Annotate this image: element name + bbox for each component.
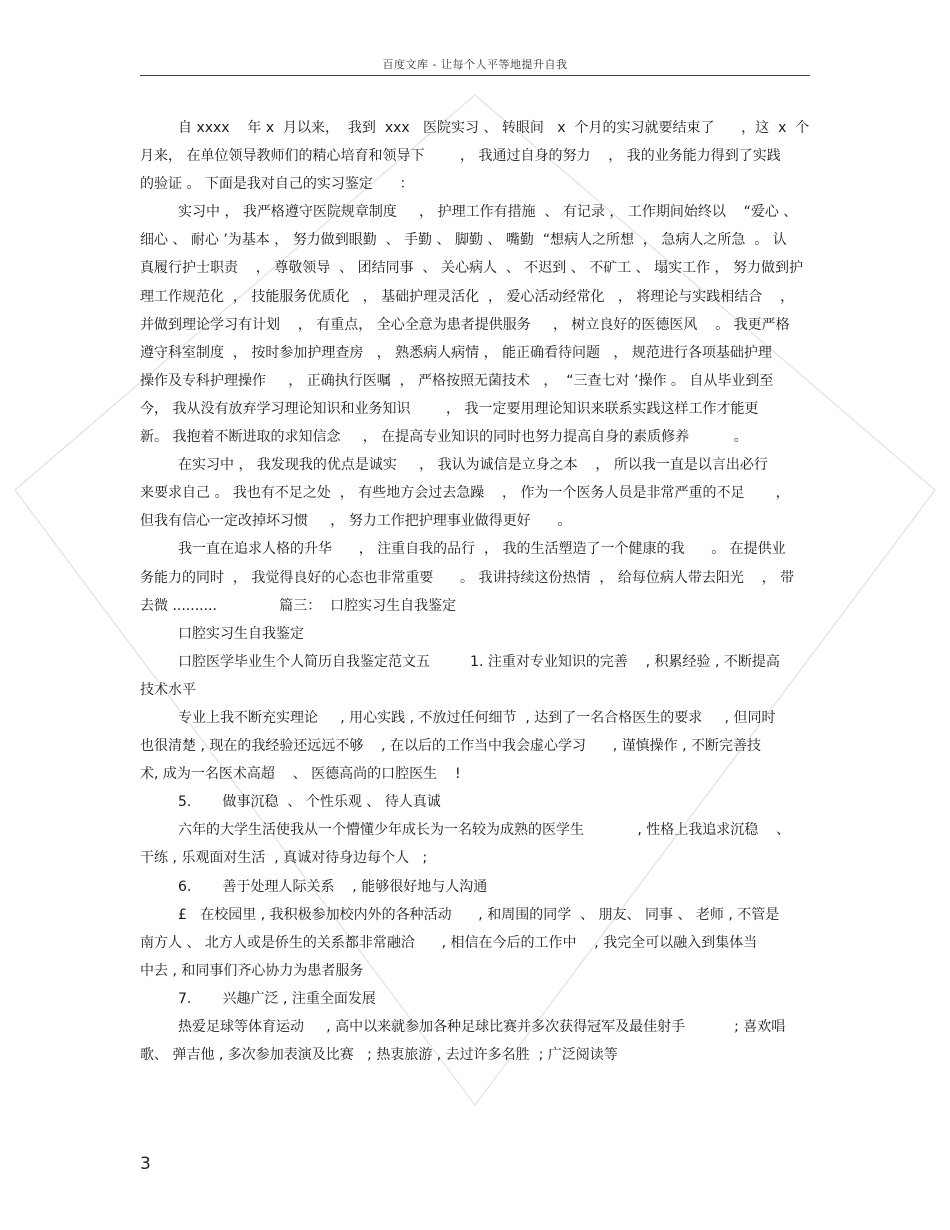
text-line: 在实习中 ， 我发现我的优点是诚实 ， 我认为诚信是立身之本 ， 所以我一直是以言出必行 [178,457,768,474]
text-line: 南方人 、 北方人或是侨生的关系都非常融洽 , 相信在今后的工作中 , 我完全可以融入到集体当 [140,934,758,951]
text-line: 的验证 。 下面是我对自己的实习鉴定 ： [140,176,414,193]
text-line: £ 在校园里 , 我积极参加校内外的各种活动 , 和周围的同学 、 朋友、 同事 、 老师 , 不管是 [178,906,780,923]
text-line: 专业上我不断充实理论 , 用心实践 , 不放过任何细节 , 达到了一名合格医生的要求 , 但同时 [178,709,776,726]
header-divider [140,75,810,76]
text-line: 细心 、 耐心 ’为基本 ， 努力做到眼勤 、 手勤 、 脚勤 、 嘴勤 “想病人之所想 ， 急病人之所急 。 认 [140,232,787,249]
text-line: 去微 .......... 篇三： 口腔实习生自我鉴定 [140,597,457,614]
text-line: 中去 , 和同事们齐心协力为患者服务 [140,962,364,979]
page-number: 3 [140,1154,151,1174]
document-body [140,114,810,1069]
text-line: 遵守科室制度 ， 按时参加护理查房 ， 熟悉病人病情 ， 能正确看待问题 ， 规范进行各项基础护理 [140,344,772,361]
text-line: 口腔实习生自我鉴定 [178,625,304,642]
text-line: 操作及专科护理操作 ， 正确执行医嘱 ， 严格按照无菌技术 ， “三查七对 ’操作 。 自从毕业到至 [140,372,774,389]
text-line: 口腔医学毕业生个人简历自我鉴定范文五 1. 注重对专业知识的完善 , 积累经验 , 不断提高 [178,653,780,670]
text-line: 并做到理论学习有计划 ， 有重点， 全心全意为患者提供服务 ， 树立良好的医德医风 。 我更严格 [140,316,790,333]
text-line: 但我有信心一定改掉坏习惯 ， 努力工作把护理事业做得更好 。 [140,513,572,530]
text-line: 术, 成为一名医术高超 、 医德高尚的口腔医生 ! [140,766,461,783]
text-line: 六年的大学生活使我从一个懵懂少年成长为一名较为成熟的医学生 , 性格上我追求沉稳 、 [178,822,791,839]
text-line: 也很清楚 , 现在的我经验还远远不够 , 在以后的工作当中我会虚心学习 , 谨慎操作 , 不断完善技 [140,738,762,755]
text-line: 今， 我从没有放弃学习理论知识和业务知识 ， 我一定要用理论知识来联系实践这样工作才能更 [140,400,759,417]
text-line: 热爱足球等体育运动 , 高中以来就参加各种足球比赛并多次获得冠军及最佳射手 ; 喜欢唱 [178,1019,786,1035]
text-line: 7. 兴趣广泛 , 注重全面发展 [178,990,376,1007]
text-line: 技术水平 [140,681,196,698]
text-line: 务能力的同时 ， 我觉得良好的心态也非常重要 。 我讲持续这份热情 ， 给每位病人带去阳光 ， 带 [140,569,795,586]
text-line: 5. 做事沉稳 、 个性乐观 、 待人真诚 [178,794,441,811]
text-line: 自 xxxx 年 x 月以来， 我到 xxx 医院实习 、 转眼间 x 个月的实习就要结束了 ，这 x 个 [178,120,810,136]
text-line: 干练 , 乐观面对生活 , 真诚对待身边每个人 ; [140,850,428,867]
text-line: 月来， 在单位领导教师们的精心培育和领导下 ， 我通过自身的努力 ， 我的业务能力得到了实践 [140,148,781,165]
text-line: 实习中 ， 我严格遵守医院规章制度 ， 护理工作有措施 、 有记录 ， 工作期间始终以 “爱心 、 [178,204,798,221]
text-line: 6. 善于处理人际关系 , 能够很好地与人沟通 [178,878,488,895]
text-line: 歌、 弹吉他 , 多次参加表演及比赛 ; 热衷旅游 , 去过许多名胜 ; 广泛阅读等 [140,1047,618,1064]
page-header: 百度文库 - 让每个人平等地提升自我 [382,58,568,71]
text-line: 真履行护士职责 ， 尊敬领导 、 团结同事 、 关心病人 、 不迟到 、 不矿工 、 塌实工作 ， 努力做到护 [140,260,804,277]
text-line: 我一直在追求人格的升华 ， 注重自我的品行 ， 我的生活塑造了一个健康的我 。 在提供业 [178,541,786,558]
text-line: 新。 我抱着不断进取的求知信念 ， 在提高专业知识的同时也努力提高自身的素质修养 。 [140,429,748,446]
text-line: 来要求自己 。 我也有不足之处 ， 有些地方会过去急躁 ， 作为一个医务人员是非常严重的不足 ， [140,485,790,502]
text-line: 理工作规范化 ， 技能服务优质化 ， 基础护理灵活化 ， 爱心活动经常化 ， 将理论与实践相结合 ， [140,288,795,305]
